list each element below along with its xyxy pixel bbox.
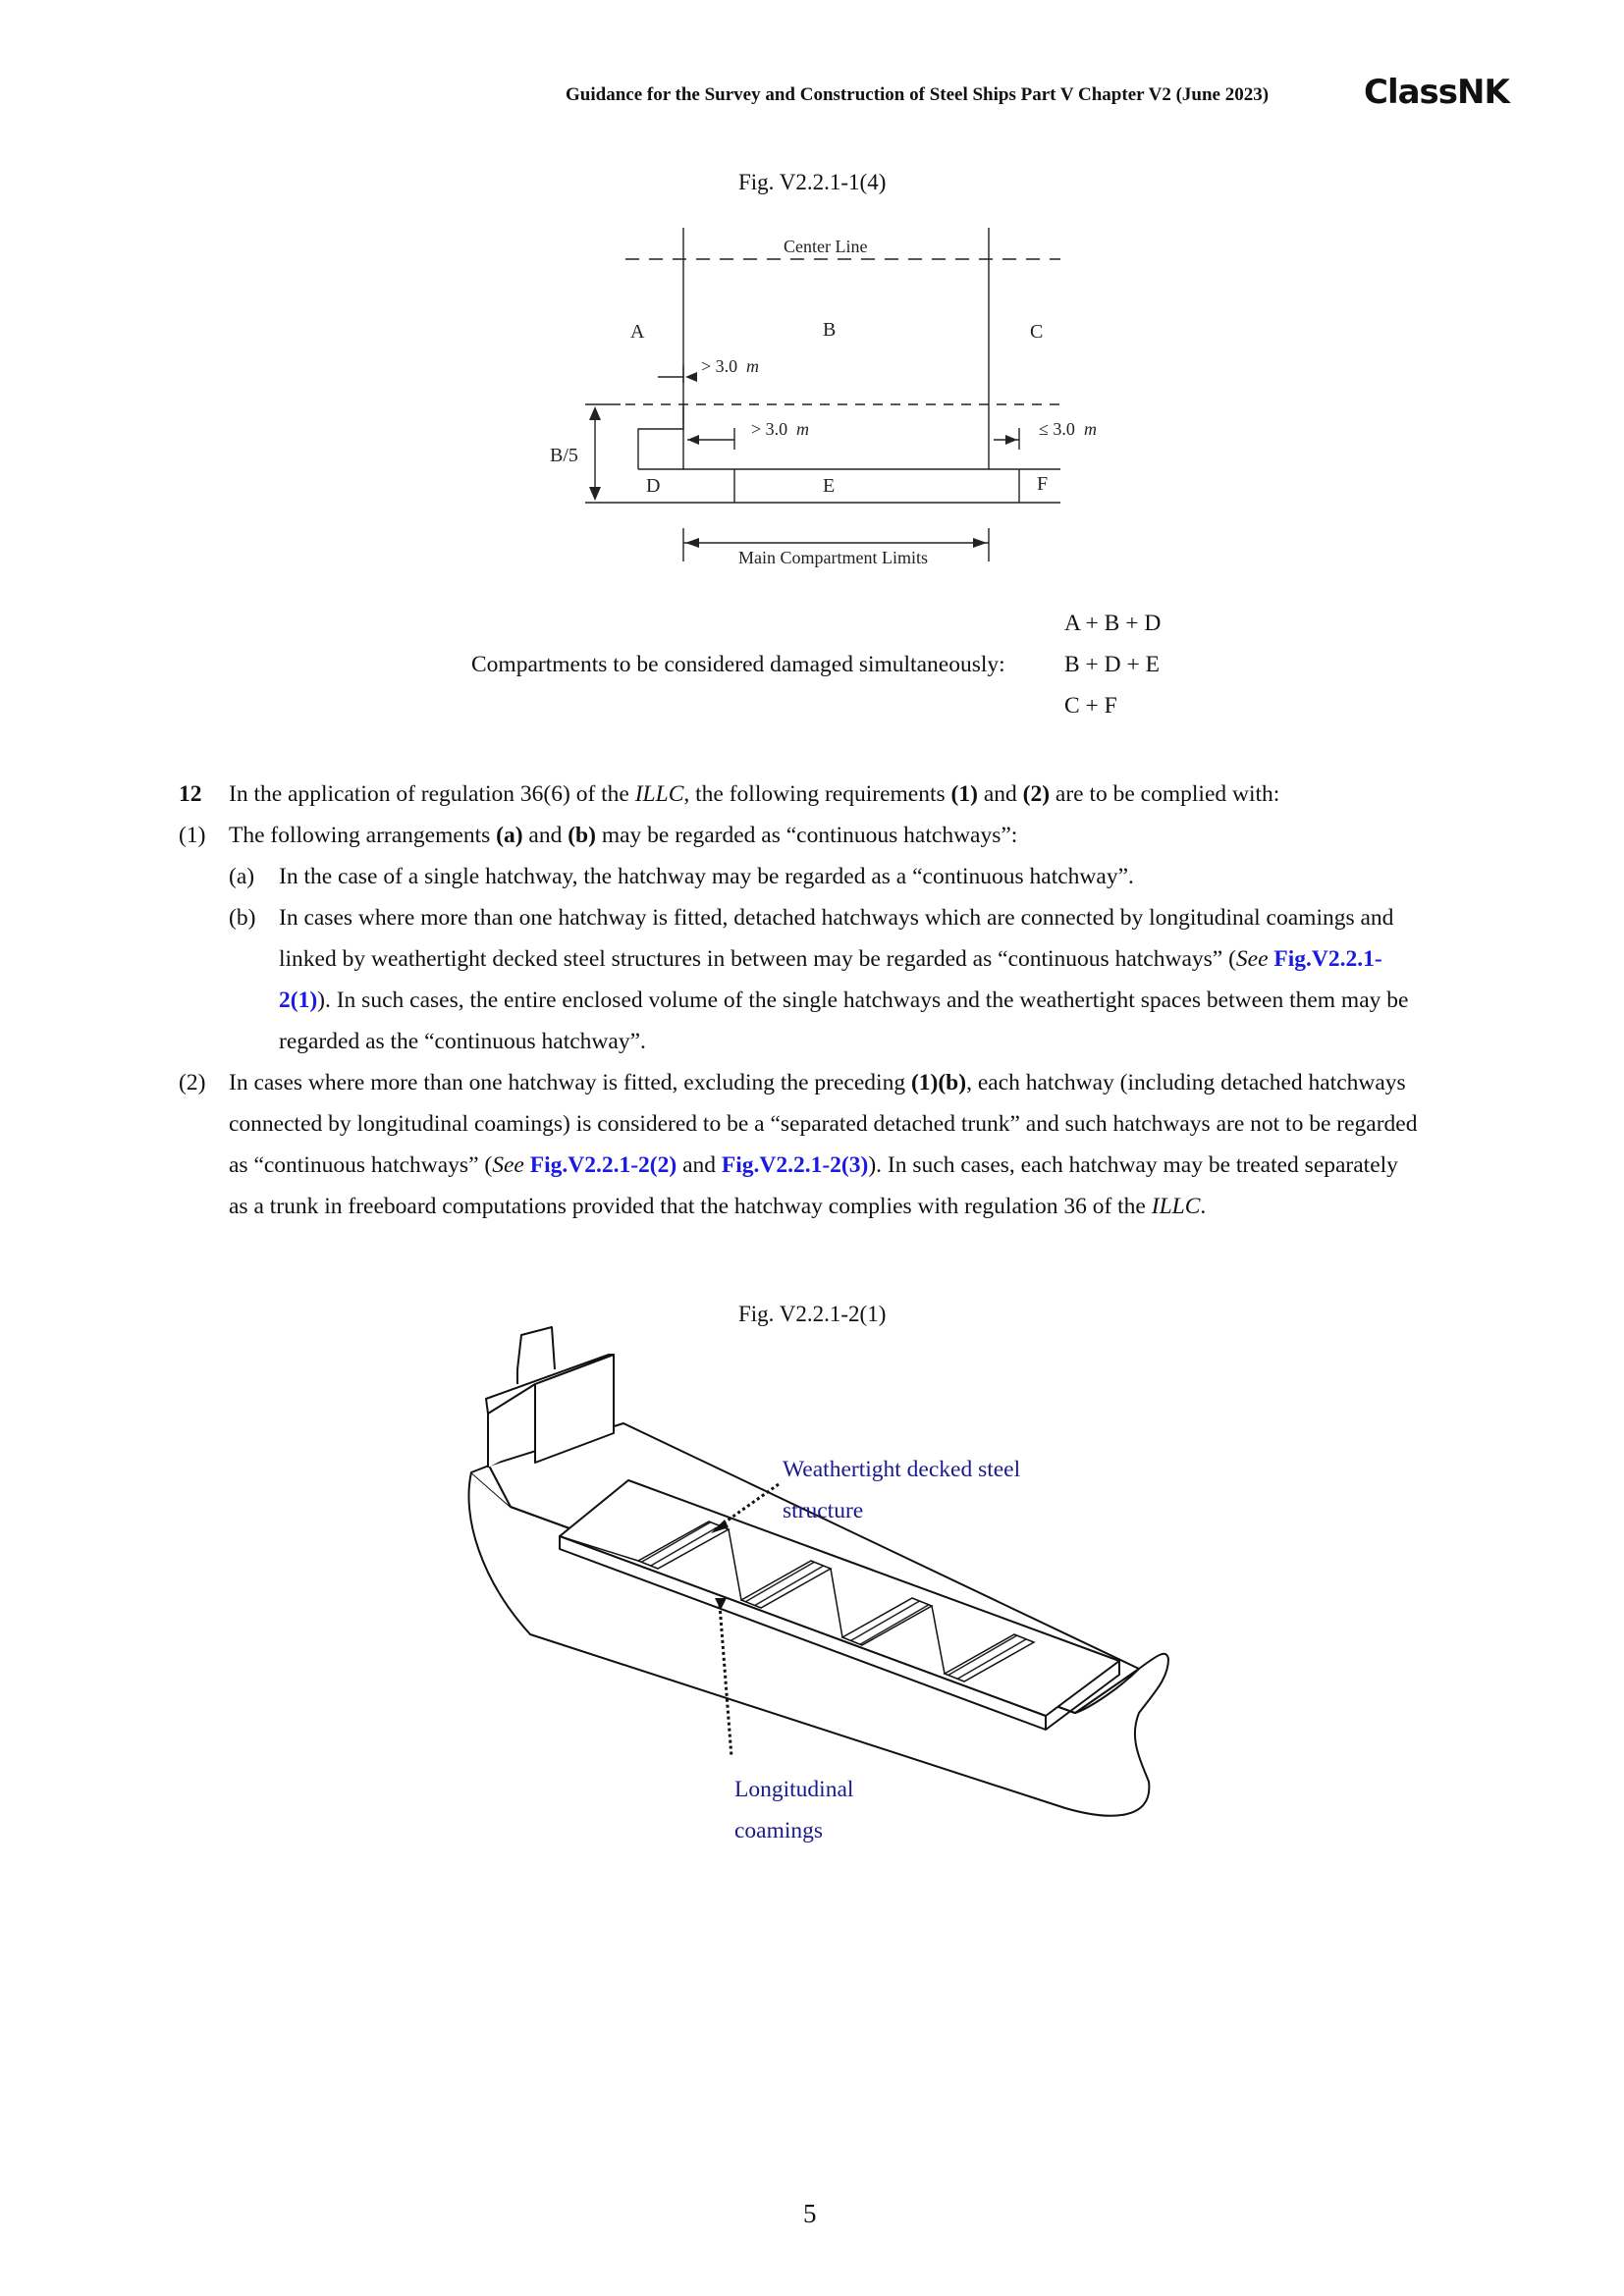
dim3-unit: m — [1084, 419, 1097, 439]
item-1b-line-4: regarded as the “continuous hatchway”. — [279, 1029, 646, 1054]
section-number: 12 — [179, 781, 202, 807]
classnk-logo: ClassNK — [1364, 73, 1509, 112]
item-2-line-2: connected by longitudinal coamings) is considered to be a “separated detached trunk” and such hatchways are not to be regarded — [229, 1111, 1418, 1137]
dim1-unit: m — [746, 356, 759, 376]
item-2-see: See — [492, 1152, 530, 1178]
see-text: See — [1235, 946, 1274, 972]
item-2 — [179, 1062, 1485, 1227]
item-2-line-3-b: ). In such cases, each hatchway may be treated separately — [868, 1152, 1398, 1178]
item-1a-number: (a) — [229, 864, 255, 889]
item-2-line-4 — [229, 1186, 1206, 1227]
section-12 — [179, 774, 1485, 1227]
item-1-text-a: The following arrangements — [229, 823, 497, 848]
coamings-label-line-1: Longitudinal — [734, 1777, 854, 1802]
item-2-line-4-b: . — [1200, 1194, 1207, 1219]
dim3-arrow — [1005, 435, 1017, 445]
section-12-intro — [179, 774, 1485, 815]
combo-1: A + B + D — [1064, 611, 1162, 636]
item-1-number: (1) — [179, 823, 206, 848]
dim1-arrow — [685, 372, 697, 382]
req-1-ref: (1) — [950, 781, 978, 807]
b5-arrow-up — [589, 406, 601, 420]
item-1b-line-2 — [279, 938, 1382, 980]
dim1-value: > 3.0 — [701, 356, 738, 376]
illc-ref: ILLC — [634, 781, 684, 807]
label-b: B — [823, 319, 837, 341]
weathertight-label-line-2: structure — [783, 1498, 864, 1523]
weathertight-label-line-1: Weathertight decked steel — [783, 1457, 1021, 1482]
figure2-caption: Fig. V2.2.1-2(1) — [738, 1302, 887, 1326]
label-d: D — [646, 475, 661, 497]
item-2-number: (2) — [179, 1070, 206, 1095]
intro-text-c: are to be complied with: — [1050, 781, 1280, 807]
item-1 — [179, 815, 1485, 856]
running-header: Guidance for the Survey and Construction of Steel Ships Part V Chapter V2 (June 2023) — [566, 84, 1270, 105]
dim2-value: > 3.0 — [751, 419, 788, 439]
label-c: C — [1030, 321, 1044, 343]
step-outline — [638, 404, 683, 469]
label-a: A — [630, 321, 645, 343]
fig-2-1-link-part-b[interactable]: 2(1) — [279, 988, 318, 1013]
label-f: F — [1037, 473, 1049, 495]
page-number: 5 — [803, 2199, 817, 2228]
item-2-ref: (1)(b) — [910, 1070, 967, 1095]
item-1b-line-3-text: ). In such cases, the entire enclosed volume of the single hatchways and the weathertight spaces between them may be — [317, 988, 1409, 1013]
compartments-label: Compartments to be considered damaged simultaneously: — [471, 652, 1005, 677]
center-line-label: Center Line — [784, 237, 868, 256]
fig-2-1-link-part-a[interactable]: Fig.V2.2.1- — [1273, 946, 1382, 972]
combo-3: C + F — [1064, 693, 1117, 719]
main-limits-label: Main Compartment Limits — [738, 548, 928, 567]
item-2-line-4-a: as a trunk in freeboard computations provided that the hatchway complies with regulation 36 of the — [229, 1194, 1152, 1219]
coamings-label-line-2: coamings — [734, 1818, 824, 1843]
fig-2-2-link[interactable]: Fig.V2.2.1-2(2) — [529, 1152, 677, 1178]
item-2-illc: ILLC — [1151, 1194, 1201, 1219]
item-1b-line-2-text: linked by weathertight decked steel structures in between may be regarded as “continuous hatchways” ( — [279, 946, 1236, 972]
intro-text-a: In the application of regulation 36(6) of the — [229, 781, 635, 807]
main-limits-arrow-left — [685, 538, 699, 548]
item-1b-number: (b) — [229, 905, 256, 931]
item-1a — [179, 856, 1485, 897]
item-2-line-3 — [229, 1145, 1398, 1186]
item-1-text-b: may be regarded as “continuous hatchways”: — [595, 823, 1018, 848]
item-1b — [179, 897, 1485, 1062]
item-1-b-ref: (b) — [568, 823, 596, 848]
item-1b-line-1: In cases where more than one hatchway is fitted, detached hatchways which are connected by longitudinal coamings and — [279, 905, 1394, 931]
item-2-and: and — [677, 1152, 722, 1178]
intro-and: and — [977, 781, 1023, 807]
item-2-line-1-a: In cases where more than one hatchway is fitted, excluding the preceding — [229, 1070, 911, 1095]
req-2-ref: (2) — [1022, 781, 1051, 807]
main-limits-arrow-right — [973, 538, 987, 548]
dim2-unit: m — [796, 419, 809, 439]
item-1-a-ref: (a) — [496, 823, 523, 848]
item-2-line-1-b: , each hatchway (including detached hatchways — [966, 1070, 1406, 1095]
item-1-and: and — [522, 823, 568, 848]
b5-arrow-down — [589, 487, 601, 501]
label-b5: B/5 — [550, 445, 578, 466]
dim3-value: ≤ 3.0 — [1039, 419, 1075, 439]
figure1-caption: Fig. V2.2.1-1(4) — [738, 170, 887, 194]
dim2-arrow — [687, 435, 699, 445]
compartment-diagram — [0, 0, 1624, 589]
fig-2-3-link[interactable]: Fig.V2.2.1-2(3) — [721, 1152, 869, 1178]
combo-2: B + D + E — [1064, 652, 1161, 677]
item-1a-text: In the case of a single hatchway, the hatchway may be regarded as a “continuous hatchway”. — [279, 864, 1134, 889]
item-1b-line-3 — [279, 980, 1408, 1021]
item-2-line-1 — [229, 1062, 1406, 1103]
item-2-line-3-a: as “continuous hatchways” ( — [229, 1152, 493, 1178]
label-e: E — [823, 475, 836, 497]
intro-text-b: , the following requirements — [683, 781, 951, 807]
